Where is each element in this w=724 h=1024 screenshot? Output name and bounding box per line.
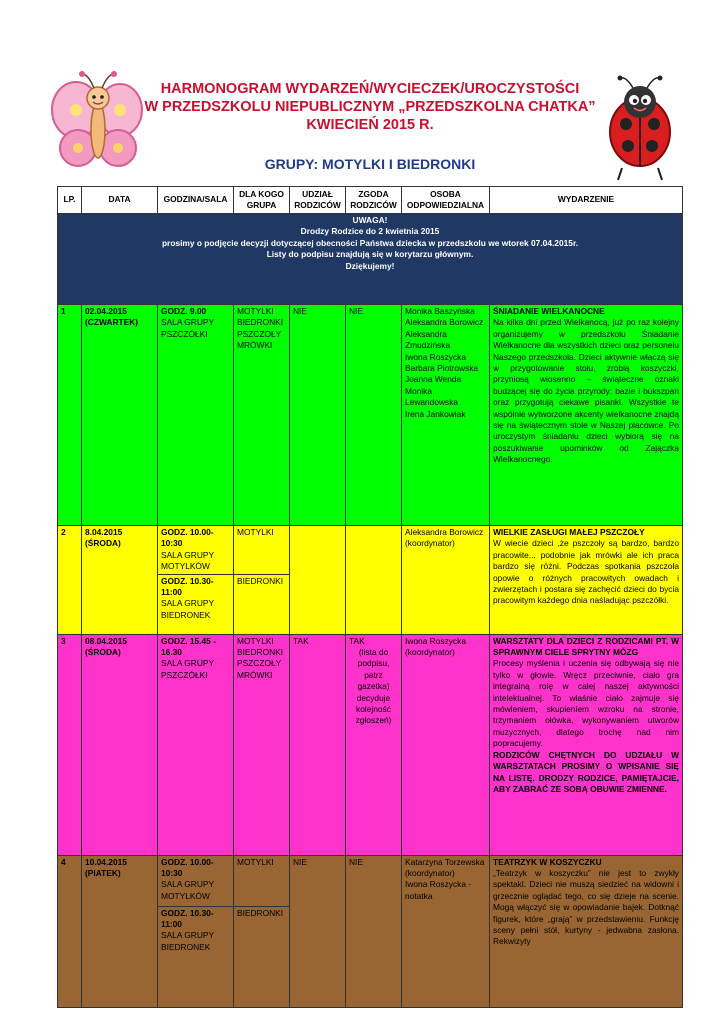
person: Monika Baszyńska [405,306,475,316]
date-cell [82,634,158,855]
consent-line: decyduje [356,692,391,703]
table-row [58,634,683,855]
person: Aleksandra Borowicz [405,527,484,537]
persons-cell [402,634,490,855]
person: Iwona Roszycka - [405,879,472,890]
groups-cell: MOTYLKI [234,855,290,906]
person: Irena Jankowiak [405,408,466,419]
event-title: WIELKIE ZASŁUGI MAŁEJ PSZCZOŁY [493,527,645,537]
table-row [58,526,683,575]
event-cell [490,526,683,635]
butterfly-icon [48,68,148,178]
title-line-3: KWIECIEŃ 2015 R. [306,117,434,133]
day: (PIATEK) [85,868,121,879]
event-text: Procesy myślenia i uczenia się odbywają się nie tylko w głowie. Wręcz przeciwnie, ciało gra integralną rolę w całej naszej aktywności intelektualnej. To właśnie ciało zajmuje się mówieniem, skupieniem wzroku na stronie, trzymaniem ołówka, wykonywaniem utworów muzycznych, dlatego trochę nad nim popracujemy. [493,658,679,749]
group: MOTYLKI [237,635,274,646]
group: PSZCZOŁY [237,658,282,669]
row-number: 3 [58,634,82,855]
room: SALA GRUPY BIEDRONEK [161,598,214,620]
time: GODZ. 15.45 - 16.30 [161,635,216,658]
room: SALA GRUPY MOTYLKÓW [161,879,214,901]
col-header: DLA KOGO GRUPA [234,187,290,214]
consent-line: zgłoszeń) [355,715,392,726]
event-title: WARSZTATY DLA DZIECI Z RODZICAMI PT. W SPRAWNYM CIELE SPRYTNY MÓZG [493,635,679,658]
person: notatka [405,890,433,901]
participation-cell: NIE [290,305,346,526]
date-cell [82,305,158,526]
consent-line: podpisu, [357,658,390,669]
time: GODZ. 9.00 [161,306,207,316]
time-cell [158,305,234,526]
consent-line: kolejność [356,704,391,715]
date-cell [82,526,158,635]
time-cell [158,906,234,1007]
col-header: OSOBA ODPOWIEDZIALNA [402,187,490,214]
person: (koordynator) [405,538,455,549]
notice-line: Listy do podpisu znajdują się w korytarzu głównym. [266,249,474,260]
group: MRÓWKI [237,340,273,351]
persons-cell [402,526,490,635]
consent-line: gazetka) [357,681,390,692]
day: (ŚRODA) [85,538,121,549]
date: 02.04.2015 [85,306,127,316]
consent-cell: NIE [346,305,402,526]
time: GODZ. 10.00-10:30 [161,856,214,879]
person: Aleksandra Borowicz [405,317,484,328]
notice-line: prosimy o podjęcie decyzji dotyczącej obecności Państwa dziecka w przedszkolu we wtorek 07.04.2015r. [161,237,579,248]
notice-line: Dziękujemy! [345,260,395,271]
title-line-2: W PRZEDSZKOLU NIEPUBLICZNYM „PRZEDSZKOLNA CHATKA” [144,99,596,115]
notice-line: UWAGA! [352,215,388,225]
event-cell [490,305,683,526]
person: Aleksandra Zmudzińska [405,328,451,351]
row-number: 1 [58,305,82,526]
col-header: DATA [82,187,158,214]
row-number: 2 [58,526,82,635]
person: (koordynator) [405,868,455,879]
col-header: ZGODA RODZICÓW [346,187,402,214]
group: BIEDRONKI [237,647,284,658]
document-title [140,80,600,134]
time-cell [158,574,234,634]
col-header: GODZINA/SALA [158,187,234,214]
event-text: W wiecie dzieci ,że pszczoły są bardzo, bardzo pracowite... podobnie jak mrówki ale ich praca bardzo się różni. Podczas spotkania pszczoła opowie o różnych pracowitych owadach i zwierzętach i postara się zachęcić dzieci do bycia pracowitym każdego dnia naśladując pszczółki. [493,538,679,606]
col-header: UDZIAŁ RODZICÓW [290,187,346,214]
time-cell [158,634,234,855]
participation-cell [290,526,346,635]
groups-heading: GRUPY: MOTYLKI I BIEDRONKI [264,156,476,172]
room: SALA GRUPY BIEDRONEK [161,930,214,952]
time-cell [158,855,234,906]
row-number: 4 [58,855,82,1007]
group: MRÓWKI [237,669,273,680]
time-cell [158,526,234,575]
consent-line: patrz [364,669,383,680]
person: Iwona Roszycka [405,635,466,646]
groups-cell: BIEDRONKI [234,574,290,634]
groups-cell: MOTYLKI [234,526,290,575]
room: SALA GRUPY MOTYLKÓW [161,549,214,572]
table-header-row [58,187,683,214]
event-note: RODZICÓW CHĘTNYCH DO UDZIAŁU W WARSZTATACH PROSIMY O WPISANIE SIĘ NA LISTĘ. DRODZY RODZICE, PAMIĘTAJCIE, ABY ZABRAĆ ZE SOBĄ OBUWIE ZMIENNE. [493,749,679,794]
col-header: LP. [58,187,82,214]
event-text: „Teatrzyk w koszyczku” nie jest to zwykły spektakl. Dzieci nie muszą siedzieć na widowni i grzecznie oglądać tego, co się dzieje na scenie. Mogą włączyć się w opowiadanie bajek. Dotknąć figurek, które „grają” w przedstawieniu. Funkcję sceny pełni stół, kurtyny - jedwabna zasłona. Rekwizyty [493,868,679,947]
person: Iwona Roszycka [405,351,466,362]
title-line-1: HARMONOGRAM WYDARZEŃ/WYCIECZEK/UROCZYSTOŚCI [160,81,580,97]
person: Joanna Wenda [405,374,462,385]
day: (ŚRODA) [85,647,121,658]
group: PSZCZOŁY [237,328,282,339]
ladybug-icon [600,74,680,184]
date: 10.04.2015 [85,856,127,867]
event-cell [490,634,683,855]
groups-cell [234,305,290,526]
participation-cell: NIE [290,855,346,1007]
groups-cell [234,634,290,855]
table-row [58,305,683,526]
date: 8.04.2015 [85,527,123,537]
group: MOTYLKI [237,306,274,316]
notice-cell [58,214,683,305]
day: (CZWARTEK) [85,317,139,328]
time: GODZ. 10.00-10:30 [161,527,214,549]
person: Monika Lewandowska [405,385,459,408]
consent-cell: NIE [346,855,402,1007]
participation-cell: TAK [290,634,346,855]
persons-cell [402,305,490,526]
consent-cell [346,634,402,855]
room: SALA GRUPY PSZCZÓŁKI [161,317,214,339]
schedule-table [57,186,683,1008]
time: GODZ. 10.30-11:00 [161,907,214,930]
event-text: Na kilka dni przed Wielkanocą, już po raz kolejny organizujemy w przedszkolu Śniadanie Wielkanocne dla wszystkich dzieci oraz personelu Naszego przedszkola. Dzieci aktywnie włączą się w przygotowanie stołu, zrobią koszyczki, przyniosą wiosenno – świąteczne oznaki budzącej się do życia przyrody: bazie i bukszpan oraz przygotują ciekawe pisanki. Wszystkie te wspólnie wytworzone akcenty wielkanocne znajdą się na świątecznym stole w Naszej placówce. Po uroczystym śniadaniu dzieci wybiorą się na poszukiwanie upominków od Zajączka Wielkanocnego. [493,317,679,465]
time: GODZ. 10.30-11:00 [161,575,214,598]
date-cell [82,855,158,1007]
consent-line: TAK [349,635,365,646]
event-title: ŚNIADANIE WIELKANOCNE [493,306,605,316]
notice-row [58,214,683,305]
person: Barbara Piotrowska [405,363,479,374]
person: Katarzyna Torzewska [405,856,485,867]
consent-line: (lista do [358,647,389,658]
event-title: TEATRZYK W KOSZYCZKU [493,856,602,867]
person: (koordynator) [405,647,455,658]
notice-line: Drodzy Rodzice do 2 kwietnia 2015 [300,226,440,237]
consent-cell [346,526,402,635]
group: BIEDRONKI [237,317,284,328]
table-row [58,855,683,906]
room: SALA GRUPY PSZCZÓŁKI [161,658,214,680]
groups-cell: BIEDRONKI [234,906,290,1007]
event-cell [490,855,683,1007]
persons-cell [402,855,490,1007]
col-header: WYDARZENIE [490,187,683,214]
date: 08.04.2015 [85,635,127,646]
